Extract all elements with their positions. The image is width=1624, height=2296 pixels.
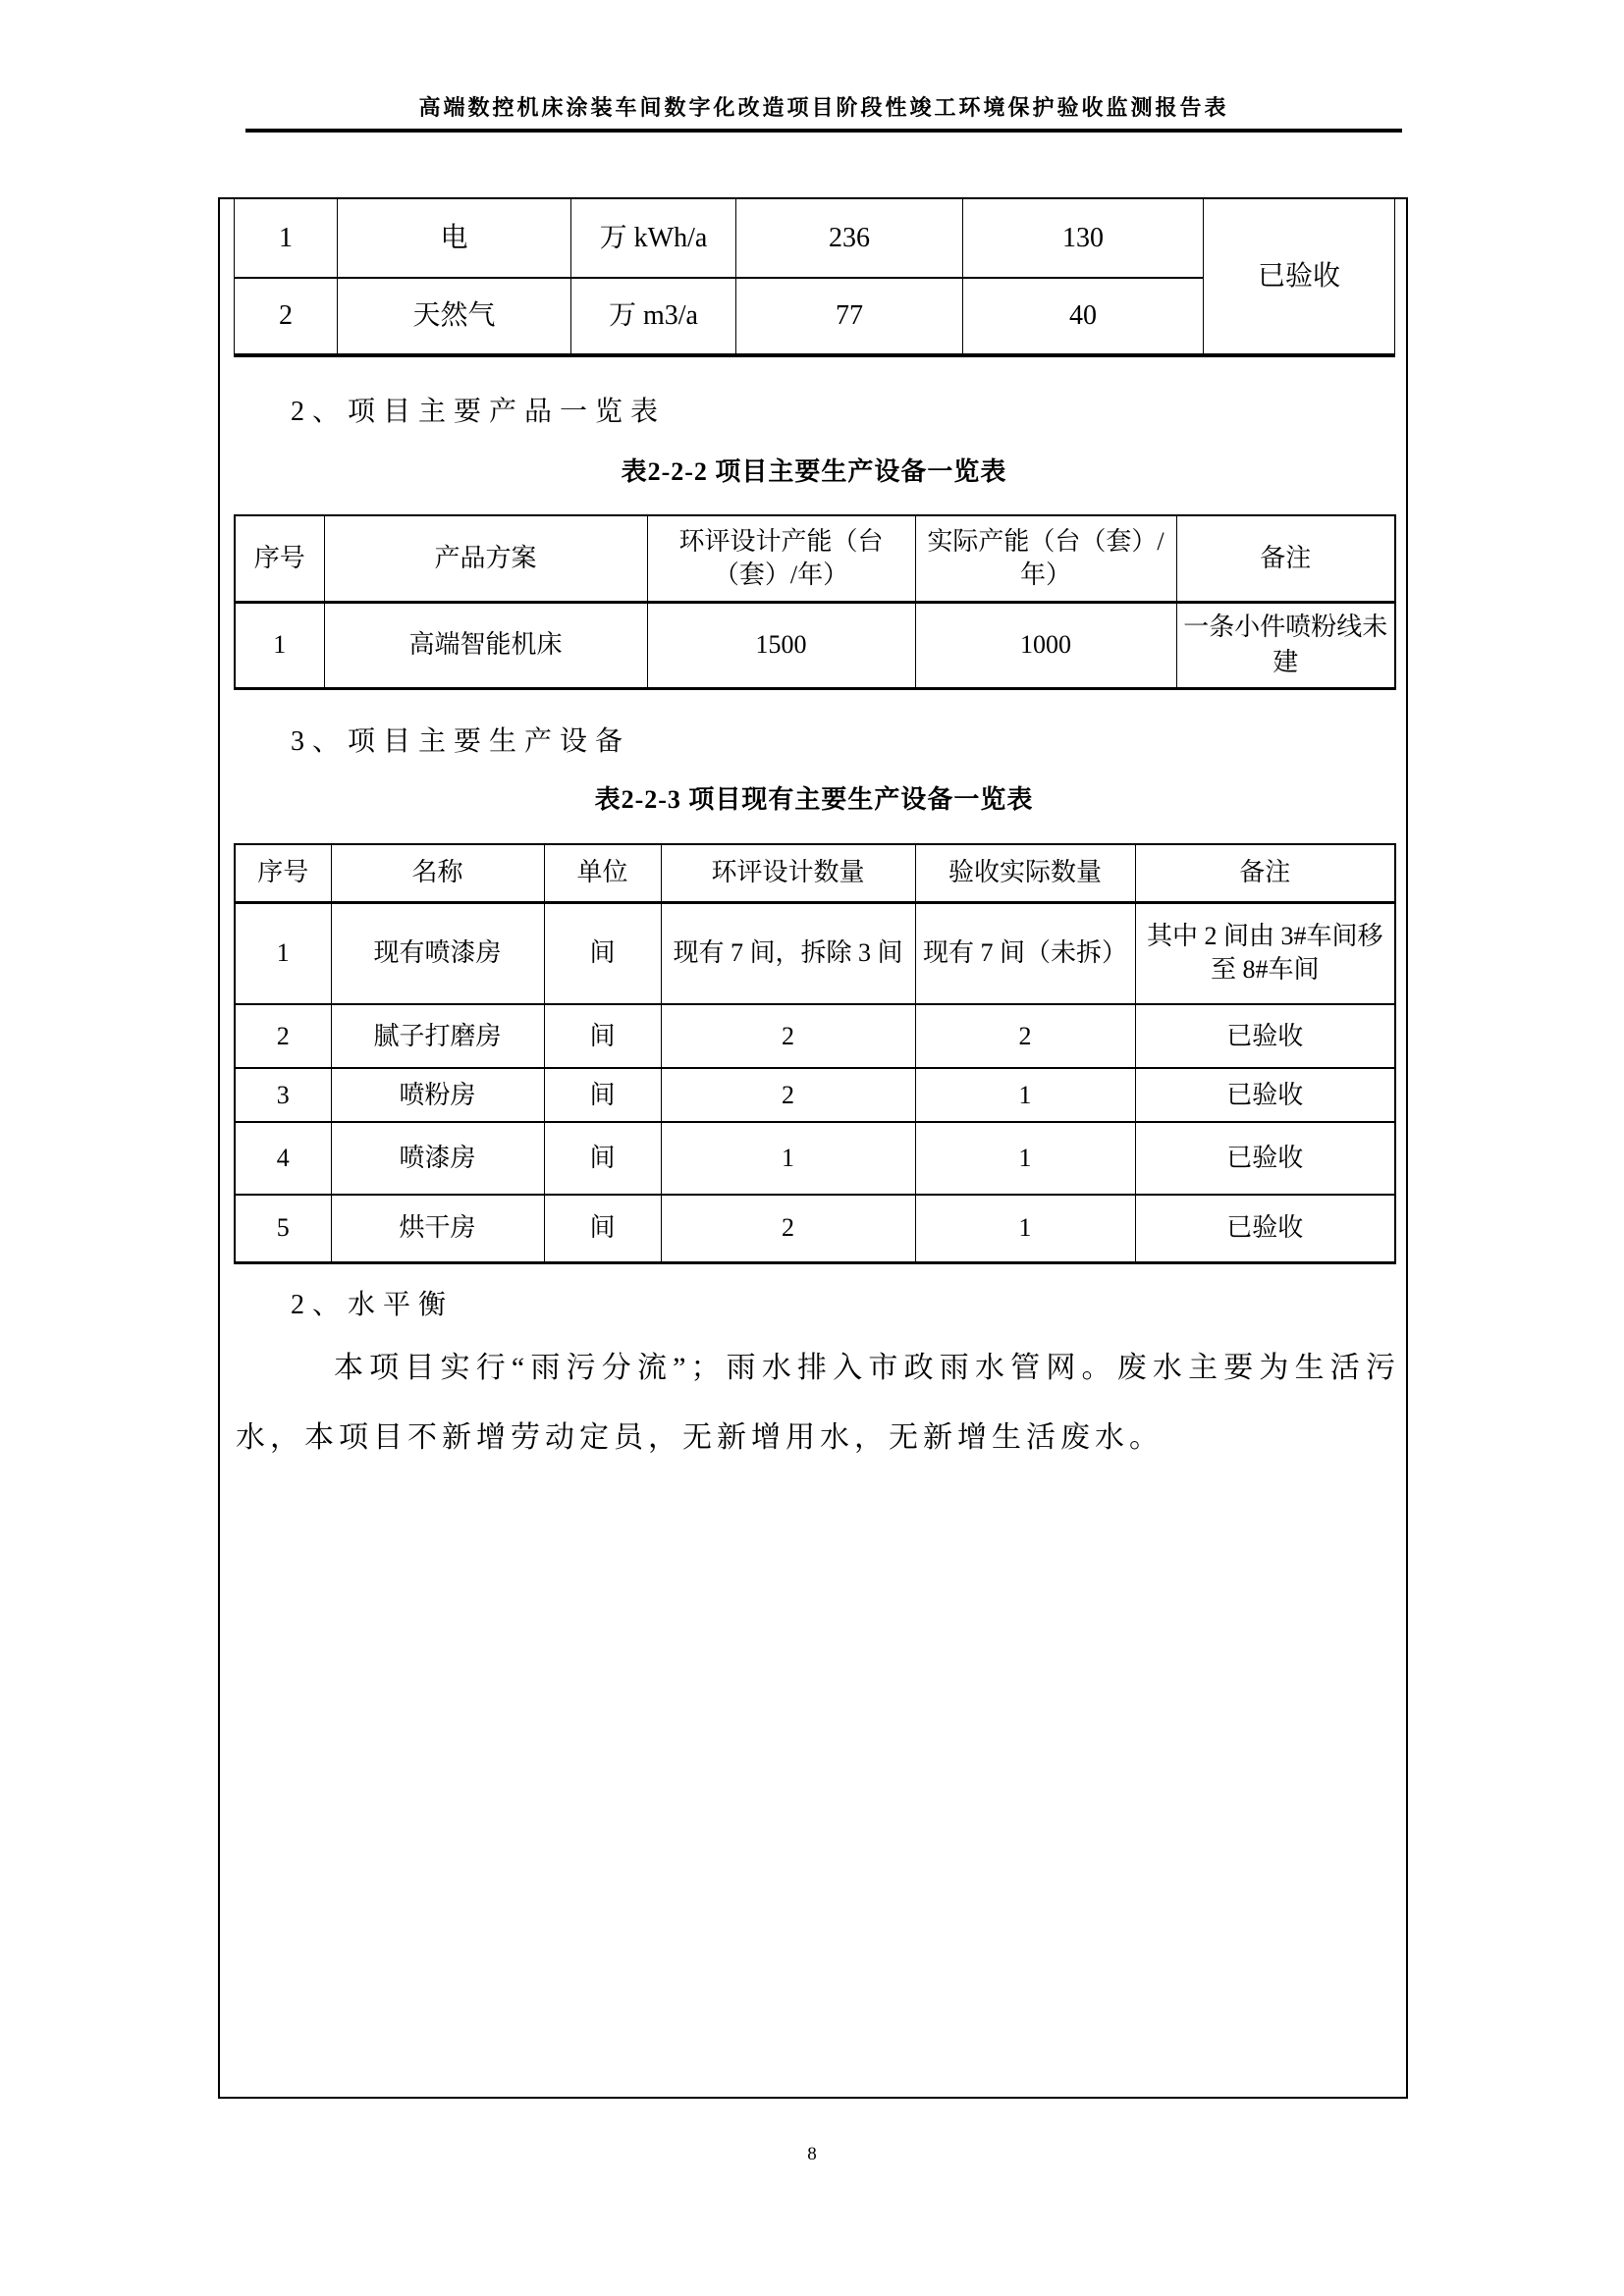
table-cell: 2 (661, 1195, 915, 1262)
table-cell: 一条小件喷粉线未建 (1176, 602, 1395, 688)
table-cell: 3 (235, 1068, 331, 1122)
table-cell: 间 (544, 1004, 661, 1068)
table-cell: 高端智能机床 (324, 602, 647, 688)
table-cell-merged-remark: 已验收 (1204, 198, 1395, 355)
table-header-row (235, 844, 1395, 902)
table-cell: 1 (915, 1068, 1135, 1122)
table-cell: 40 (963, 278, 1204, 355)
table-cell: 喷粉房 (331, 1068, 544, 1122)
table-cell: 现有 7 间，拆除 3 间 (661, 902, 915, 1004)
column-header: 产品方案 (324, 515, 647, 602)
table-cell: 77 (736, 278, 963, 355)
table-cell: 已验收 (1135, 1195, 1395, 1262)
table-caption-equipment: 表2-2-3 项目现有主要生产设备一览表 (594, 785, 1034, 814)
energy-consumption-table (234, 197, 1395, 357)
table-cell: 2 (661, 1068, 915, 1122)
table-cell: 1 (915, 1122, 1135, 1195)
table-cell: 已验收 (1135, 1122, 1395, 1195)
table-cell: 电 (338, 198, 571, 278)
table-cell: 间 (544, 902, 661, 1004)
table-cell: 2 (915, 1004, 1135, 1068)
table-row (235, 1122, 1395, 1195)
table-cell: 1 (661, 1122, 915, 1195)
table-cell: 已验收 (1135, 1004, 1395, 1068)
table-header-row (235, 515, 1395, 602)
column-header: 备注 (1135, 844, 1395, 902)
table-cell: 其中 2 间由 3#车间移至 8#车间 (1135, 902, 1395, 1004)
table-cell: 万 kWh/a (571, 198, 736, 278)
table-cell: 2 (235, 1004, 331, 1068)
table-cell: 1 (915, 1195, 1135, 1262)
column-header: 验收实际数量 (915, 844, 1135, 902)
table-cell: 间 (544, 1122, 661, 1195)
table-cell: 喷漆房 (331, 1122, 544, 1195)
header-divider-rule (245, 129, 1402, 133)
table-cell: 1500 (647, 602, 915, 688)
table-caption-products: 表2-2-2 项目主要生产设备一览表 (621, 457, 1007, 486)
page-header-title: 高端数控机床涂装车间数字化改造项目阶段性竣工环境保护验收监测报告表 (418, 95, 1229, 120)
table-cell: 4 (235, 1122, 331, 1195)
table-cell: 1 (235, 902, 331, 1004)
table-cell: 现有 7 间（未拆） (915, 902, 1135, 1004)
table-row (235, 902, 1395, 1004)
content-border-box (218, 197, 1408, 2099)
column-header: 环评设计数量 (661, 844, 915, 902)
page-number: 8 (807, 2144, 817, 2164)
table-cell: 130 (963, 198, 1204, 278)
section-heading-water-balance: 2、水平衡 (291, 1290, 455, 1320)
column-header: 序号 (235, 515, 324, 602)
table-cell: 5 (235, 1195, 331, 1262)
table-row (235, 1195, 1395, 1262)
column-header: 环评设计产能（台（套）/年） (647, 515, 915, 602)
table-row (235, 1004, 1395, 1068)
section-heading-equipment: 3、项目主要生产设备 (291, 726, 631, 757)
table-cell: 万 m3/a (571, 278, 736, 355)
table-row (235, 602, 1395, 688)
table-cell: 2 (661, 1004, 915, 1068)
water-balance-paragraph: 本项目实行“雨污分流”；雨水排入市政雨水管网。废水主要为生活污水，本项目不新增劳动定员，无新增用水，无新增生活废水。 (236, 1352, 1400, 1454)
column-header: 实际产能（台（套）/年） (915, 515, 1176, 602)
table-cell: 1 (235, 198, 338, 278)
column-header: 单位 (544, 844, 661, 902)
equipment-table (234, 843, 1396, 1264)
table-cell: 1 (235, 602, 324, 688)
table-cell: 现有喷漆房 (331, 902, 544, 1004)
table-cell: 236 (736, 198, 963, 278)
table-row (235, 198, 1395, 278)
table-cell: 1000 (915, 602, 1176, 688)
column-header: 序号 (235, 844, 331, 902)
table-cell: 间 (544, 1068, 661, 1122)
section-heading-products: 2、项目主要产品一览表 (291, 397, 667, 427)
products-table (234, 514, 1396, 690)
table-cell: 已验收 (1135, 1068, 1395, 1122)
column-header: 名称 (331, 844, 544, 902)
table-cell: 烘干房 (331, 1195, 544, 1262)
table-cell: 2 (235, 278, 338, 355)
table-cell: 腻子打磨房 (331, 1004, 544, 1068)
table-cell: 间 (544, 1195, 661, 1262)
table-row (235, 1068, 1395, 1122)
column-header: 备注 (1176, 515, 1395, 602)
table-cell: 天然气 (338, 278, 571, 355)
